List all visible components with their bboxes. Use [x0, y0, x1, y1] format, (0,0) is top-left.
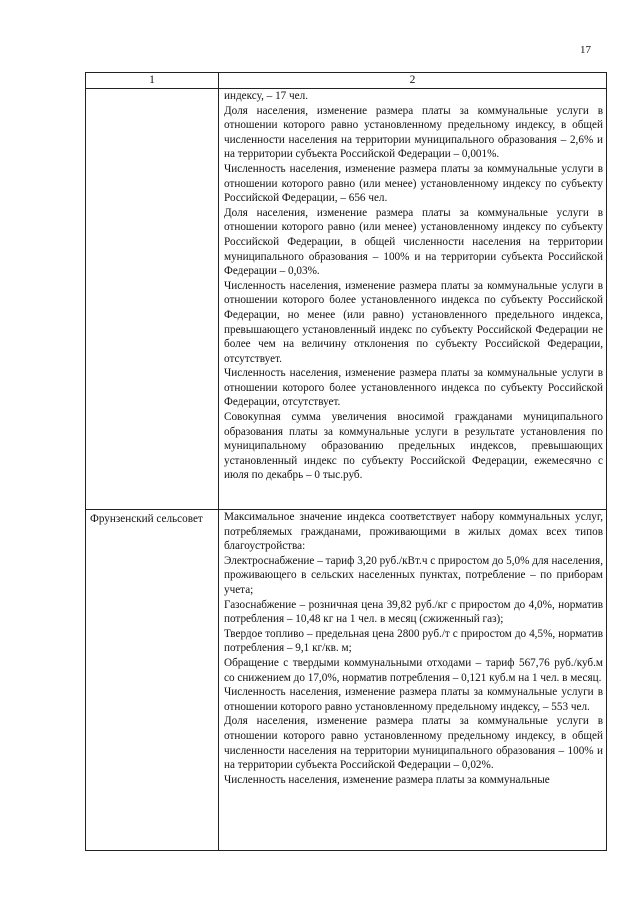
- municipality-name-cell: Фрунзенский сельсовет: [86, 510, 219, 851]
- paragraph: Численность населения, изменение размера платы за коммунальные услуги в отношении которого более установленного индекса по субъекту Российской Федерации, отсутствует.: [224, 367, 603, 409]
- table-header-cell: 2: [219, 73, 607, 89]
- description-cell: [219, 89, 607, 510]
- table-header-cell: 1: [86, 73, 219, 89]
- document-table: [85, 72, 607, 851]
- paragraph: Численность населения, изменение размера платы за коммунальные: [224, 773, 550, 786]
- paragraph: Численность населения, изменение размера платы за коммунальные услуги в отношении которого более установленного индекса по субъекту Российской Федерации, но менее (или равно) установленного предельного индекса, превышающего установленный индекс по субъекту Российской Федерации не более чем на величину отклонения по субъекту Российской Федерации, отсутствует.: [224, 279, 603, 365]
- page-number: 17: [580, 44, 591, 56]
- table-header-row: [86, 73, 607, 89]
- paragraph: Электроснабжение – тариф 3,20 руб./кВт.ч с приростом до 5,0% для населения, проживающего в сельских населенных пунктах, потребление – по приборам учета;: [224, 554, 603, 596]
- municipality-name-cell: [86, 89, 219, 510]
- paragraph: Максимальное значение индекса соответствует набору коммунальных услуг, потребляемых гражданами, проживающими в жилых домах всех типов благоустройства:: [224, 511, 603, 553]
- paragraph: Совокупная сумма увеличения вносимой гражданами муниципального образования платы за коммунальные услуги в результате установления по муниципальному образованию предельных индексов, превышающих установленный индекс по субъекту Российской Федерации, ежемесячно с июля по декабрь – 0 тыс.руб.: [224, 411, 603, 482]
- paragraph: Доля населения, изменение размера платы за коммунальные услуги в отношении которого равно (или менее) установленному индексу по субъекту Российской Федерации, в общей численности населения на территории муниципального образования – 100% и на территории субъекта Российской Федерации – 0,03%.: [224, 206, 603, 278]
- paragraph: Газоснабжение – розничная цена 39,82 руб./кг с приростом до 4,0%, норматив потребления – 10,48 кг на 1 чел. в месяц (сжиженный газ);: [224, 598, 603, 626]
- table-row: [86, 510, 607, 851]
- paragraph: индексу, – 17 чел.: [224, 90, 309, 102]
- paragraph: Твердое топливо – предельная цена 2800 руб./т с приростом до 4,5%, норматив потребления – 9,1 кг/кв. м;: [224, 627, 603, 655]
- paragraph: Обращение с твердыми коммунальными отходами – тариф 567,76 руб./куб.м со снижением до 17,0%, норматив потребления – 0,121 куб.м на 1 чел. в месяц.: [224, 656, 603, 684]
- table-row: [86, 89, 607, 510]
- description-cell: [219, 510, 607, 851]
- paragraph: Численность населения, изменение размера платы за коммунальные услуги в отношении которого равно (или менее) установленному индексу по субъекту Российской Федерации, – 656 чел.: [224, 162, 603, 205]
- paragraph: Численность населения, изменение размера платы за коммунальные услуги в отношении которого равно установленному предельному индексу, – 553 чел.: [224, 686, 603, 713]
- paragraph: Доля населения, изменение размера платы за коммунальные услуги в отношении которого равно установленному предельному индексу, в общей численности населения на территории муниципального образования – 100% и на территории субъекта Российской Федерации – 0,02%.: [224, 715, 603, 772]
- paragraph: Доля населения, изменение размера платы за коммунальные услуги в отношении которого равно установленному предельному индексу, в общей численности населения на территории муниципального образования – 2,6% и на территории субъекта Российской Федерации – 0,001%.: [224, 104, 603, 161]
